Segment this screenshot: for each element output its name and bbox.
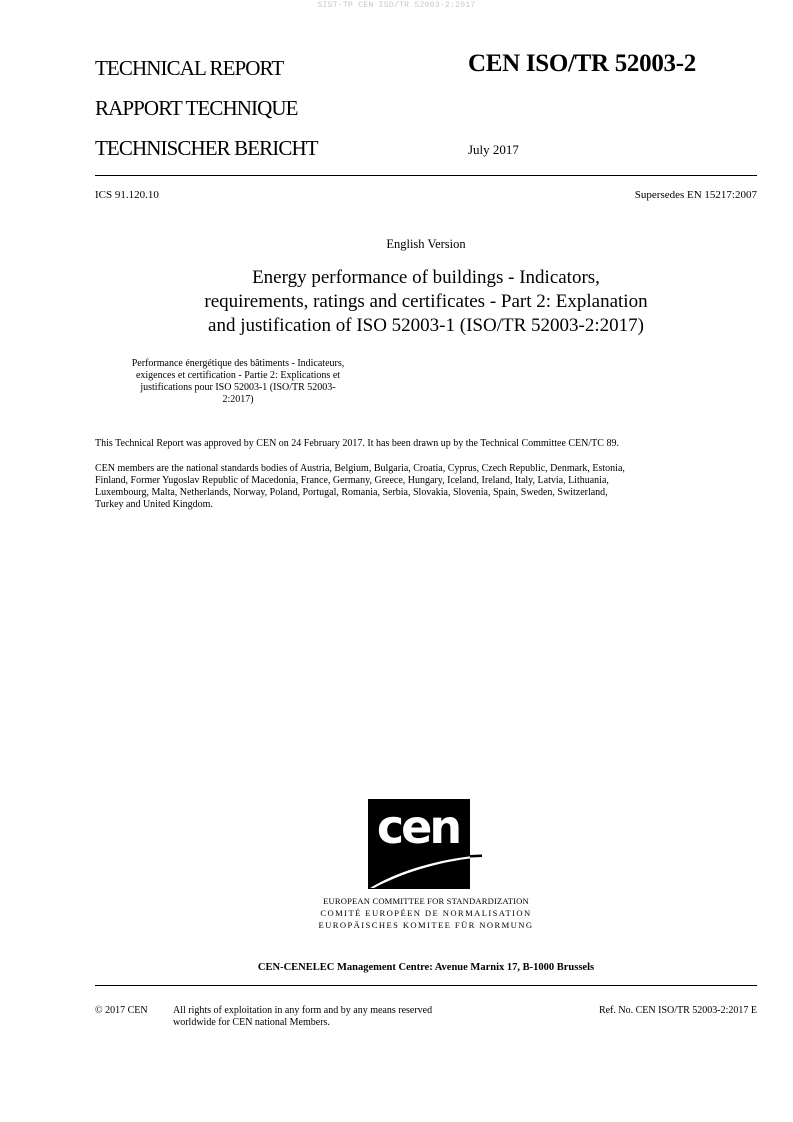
copyright: © 2017 CEN bbox=[95, 1005, 148, 1016]
title-line: Energy performance of buildings - Indicators, bbox=[252, 267, 600, 288]
cen-logo-icon bbox=[368, 799, 484, 889]
publication-date: July 2017 bbox=[468, 142, 519, 157]
rights-line: All rights of exploitation in any form and by any means reserved bbox=[173, 1005, 433, 1016]
committee-name-de: EUROPÄISCHES KOMITEE FÜR NORMUNG bbox=[318, 920, 534, 930]
cen-logo-graphic bbox=[368, 799, 484, 889]
approval-paragraph bbox=[95, 438, 759, 450]
version-label: English Version bbox=[386, 237, 466, 251]
management-centre: CEN-CENELEC Management Centre: Avenue Marnix 17, B-1000 Brussels bbox=[257, 962, 595, 973]
document-number: CEN ISO/TR 52003-2 bbox=[468, 50, 696, 77]
document-type-en: TECHNICAL REPORT bbox=[95, 56, 284, 80]
title-line: and justification of ISO 52003-1 (ISO/TR 52003-2:2017) bbox=[208, 315, 644, 336]
members-line: CEN members are the national standards bodies of Austria, Belgium, Bulgaria, Croatia, Cyprus, Czech Republic, Denmark, Estonia, bbox=[95, 463, 625, 474]
french-title bbox=[95, 358, 381, 406]
approval-text: This Technical Report was approved by CEN on 24 February 2017. It has been drawn up by the Technical Committee CEN/TC 89. bbox=[95, 438, 619, 449]
french-title-line: justifications pour ISO 52003-1 (ISO/TR 52003- bbox=[140, 382, 336, 393]
members-paragraph bbox=[95, 463, 759, 511]
document-type-de: TECHNISCHER BERICHT bbox=[95, 136, 318, 160]
members-line: Turkey and United Kingdom. bbox=[95, 499, 213, 510]
members-line: Finland, Former Yugoslav Republic of Macedonia, France, Germany, Greece, Hungary, Iceland, Ireland, Italy, Latvia, Lithuania, bbox=[95, 475, 609, 486]
supersedes-note: Supersedes EN 15217:2007 bbox=[634, 189, 757, 201]
rights-line: worldwide for CEN national Members. bbox=[173, 1017, 330, 1028]
reference-number: Ref. No. CEN ISO/TR 52003-2:2017 E bbox=[598, 1005, 757, 1016]
ics-code: ICS 91.120.10 bbox=[95, 189, 159, 201]
committee-names bbox=[95, 895, 757, 931]
rights-statement bbox=[173, 1005, 432, 1029]
footer-divider bbox=[95, 985, 757, 986]
members-line: Luxembourg, Malta, Netherlands, Norway, Poland, Portugal, Romania, Serbia, Slovakia, Slovenia, Spain, Sweden, Switzerland, bbox=[95, 487, 608, 498]
french-title-line: exigences et certification - Partie 2: Explications et bbox=[135, 370, 341, 381]
document-title bbox=[95, 266, 757, 338]
watermark: SIST-TP CEN ISO/TR 52003-2:2017 bbox=[317, 1, 476, 10]
title-line: requirements, ratings and certificates - Part 2: Explanation bbox=[204, 291, 648, 312]
committee-name-fr: COMITÉ EUROPÉEN DE NORMALISATION bbox=[320, 908, 532, 918]
french-title-line: 2:2017) bbox=[222, 394, 254, 405]
header-divider bbox=[95, 175, 757, 176]
cen-logo-text: cen bbox=[376, 800, 460, 854]
committee-name-en: EUROPEAN COMMITTEE FOR STANDARDIZATION bbox=[323, 896, 529, 906]
document-type-fr: RAPPORT TECHNIQUE bbox=[95, 96, 298, 120]
french-title-line: Performance énergétique des bâtiments - Indicateurs, bbox=[131, 358, 345, 369]
